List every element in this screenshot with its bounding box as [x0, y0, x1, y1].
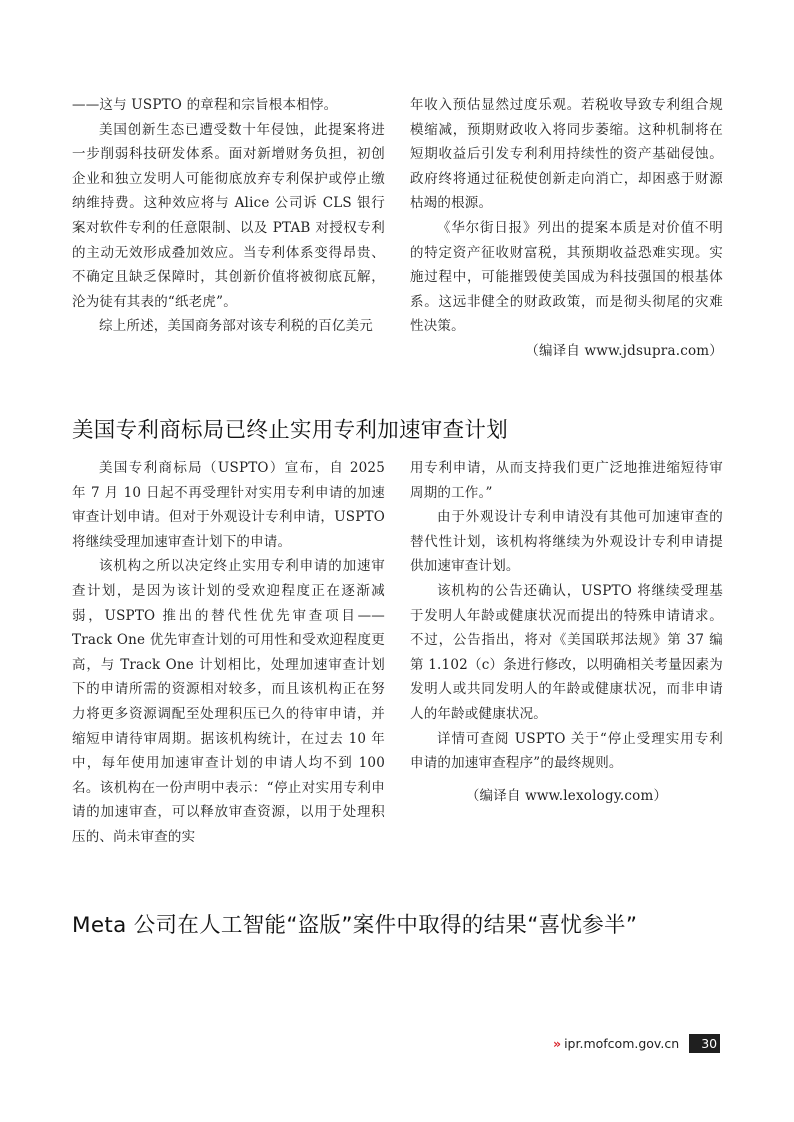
footer-url-link[interactable]: ipr.mofcom.gov.cn: [564, 1035, 680, 1051]
source-note: （编译自 www.jdsupra.com）: [525, 342, 723, 359]
paragraph: 详情可查阅 USPTO 关于“停止受理实用专利申请的加速审查程序”的最终规则。: [410, 730, 723, 772]
page-number: 30: [689, 1034, 720, 1053]
paragraph: 《华尔街日报》列出的提案本质是对价值不明的特定资产征收财富税，其预期收益恐难实现。实施过程中，可能摧毁使美国成为科技强国的根基体系。这远非健全的财政政策，而是彻头彻尾的灾难性决策。: [410, 219, 723, 335]
paragraph: 综上所述，美国商务部对该专利税的百亿美元: [99, 318, 373, 335]
chevron-right-icon: »: [553, 1035, 560, 1051]
article2-left-column: [72, 456, 385, 850]
paragraph: 该机构的公告还确认，USPTO 将继续受理基于发明人年龄或健康状况而提出的特殊申请请求。不过，公告指出，将对《美国联邦法规》第 37 编第 1.102（c）条进行修改，以明确相关考量因素为发明人或共同发明人的年龄或健康状况，而非申请人的年龄或健康状况。: [410, 582, 723, 722]
page-footer: [553, 1033, 720, 1053]
article2-right-column: [410, 456, 723, 808]
paragraph: 用专利申请，从而支持我们更广泛地推进缩短待审周期的工作。”: [410, 460, 723, 501]
paragraph: 美国专利商标局（USPTO）宣布，自 2025 年 7 月 10 日起不再受理针对实用专利申请的加速审查计划申请。但对于外观设计专利申请，USPTO 将继续受理加速审查计划下的申请。: [72, 460, 385, 550]
paragraph: 由于外观设计专利申请没有其他可加速审查的替代性计划，该机构将继续为外观设计专利申请提供加速审查计划。: [410, 509, 723, 575]
paragraph: 年收入预估显然过度乐观。若税收导致专利组合规模缩减，预期财政收入将同步萎缩。这种机制将在短期收益后引发专利利用持续性的资产基础侵蚀。政府终将通过征税使创新走向消亡，却困惑于财源枯竭的根源。: [410, 97, 723, 212]
source-note: （编译自 www.lexology.com）: [465, 787, 668, 804]
paragraph: 该机构之所以决定终止实用专利申请的加速审查计划，是因为该计划的受欢迎程度正在逐渐减弱，USPTO 推出的替代性优先审查项目——Track One 优先审查计划的可用性和受欢迎程度更高，与 Track One 计划相比，处理加速审查计划下的申请所需的资源相对较多，而且该机构正在努力将更多资源调配至处理积压已久的待审申请，并缩短申请待审周期。据该机构统计，在过去 10 年中，每年使用加速审查计划的申请人均不到 100 名。该机构在一份声明中表示：“停止对实用专利申请的加速审查，可以释放审查资源，以用于处理积压的、尚未审查的实: [72, 558, 385, 845]
article2-heading: 美国专利商标局已终止实用专利加速审查计划: [72, 418, 509, 443]
paragraph: 美国创新生态已遭受数十年侵蚀，此提案将进一步削弱科技研发体系。面对新增财务负担，初创企业和独立发明人可能彻底放弃专利保护或停止缴纳维持费。这种效应将与 Alice 公司诉 CLS 银行案对软件专利的任意限制、以及 PTAB 对授权专利的主动无效形成叠加效应。当专利体系变得昂贵、不确定且缺乏保障时，其创新价值将被彻底瓦解，沦为徒有其表的“纸老虎”。: [72, 121, 385, 310]
article1-right-column: [410, 93, 723, 364]
paragraph: ——这与 USPTO 的章程和宗旨根本相悖。: [72, 97, 338, 113]
article1-left-column: [72, 93, 385, 339]
article3-heading: Meta 公司在人工智能“盗版”案件中取得的结果“喜忧参半”: [72, 913, 638, 938]
